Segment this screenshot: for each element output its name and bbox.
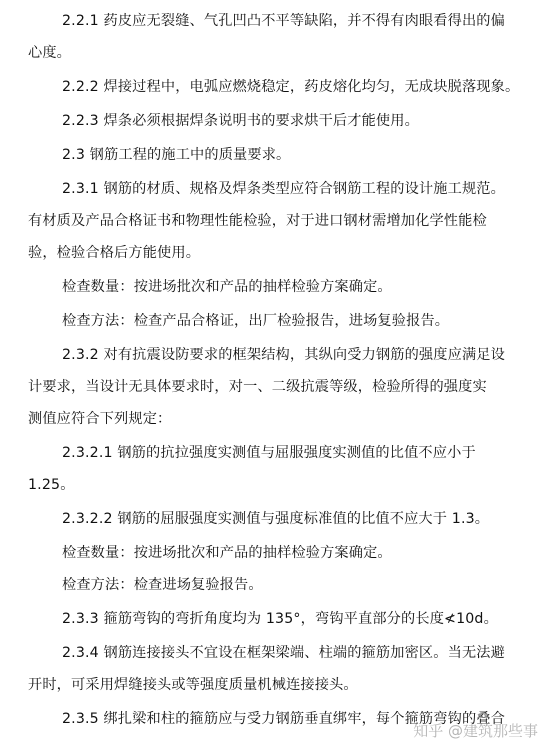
paragraph-line: 2.2.1 药皮应无裂缝、气孔凹凸不平等缺陷，并不得有肉眼看得出的偏 bbox=[62, 13, 505, 29]
paragraph-line: 2.3.1 钢筋的材质、规格及焊条类型应符合钢筋工程的设计施工规范。 bbox=[62, 181, 505, 197]
paragraph-line: 1.25。 bbox=[28, 477, 75, 493]
paragraph-line: 检查数量：按进场批次和产品的抽样检验方案确定。 bbox=[62, 545, 392, 561]
paragraph-line: 验，检验合格后方能使用。 bbox=[28, 245, 201, 261]
paragraph-line: 开时，可采用焊缝接头或等强度质量机械连接接头。 bbox=[28, 677, 358, 693]
paragraph-line: 2.3.2.2 钢筋的屈服强度实测值与强度标准值的比值不应大于 1.3。 bbox=[62, 511, 490, 527]
paragraph-line: 检查方法：检查进场复验报告。 bbox=[62, 577, 263, 593]
paragraph-line: 心度。 bbox=[28, 45, 72, 61]
paragraph-line: 2.3.3 箍筋弯钩的弯折角度均为 135°，弯钩平直部分的长度≮10d。 bbox=[62, 611, 498, 627]
paragraph-line: 2.3.5 绑扎梁和柱的箍筋应与受力钢筋垂直绑牢，每个箍筋弯钩的叠合 bbox=[62, 711, 505, 727]
paragraph-line: 2.3.2 对有抗震设防要求的框架结构，其纵向受力钢筋的强度应满足设 bbox=[62, 347, 505, 363]
paragraph-line: 2.3.2.1 钢筋的抗拉强度实测值与屈服强度实测值的比值不应小于 bbox=[62, 445, 476, 461]
watermark: 知乎 @建筑那些事 bbox=[413, 722, 538, 740]
paragraph-line: 2.2.2 焊接过程中，电弧应燃烧稳定，药皮熔化均匀，无成块脱落现象。 bbox=[62, 79, 520, 95]
paragraph-line: 检查方法：检查产品合格证，出厂检验报告，进场复验报告。 bbox=[62, 313, 450, 329]
section-heading: 2.3 钢筋工程的施工中的质量要求。 bbox=[62, 147, 291, 163]
paragraph-line: 2.3.4 钢筋连接接头不宜设在框架梁端、柱端的箍筋加密区。当无法避 bbox=[62, 645, 505, 661]
paragraph-line: 测值应符合下列规定： bbox=[28, 411, 172, 427]
paragraph-line: 检查数量：按进场批次和产品的抽样检验方案确定。 bbox=[62, 279, 392, 295]
paragraph-line: 有材质及产品合格证书和物理性能检验，对于进口钢材需增加化学性能检 bbox=[28, 213, 487, 229]
paragraph-line: 2.2.3 焊条必须根据焊条说明书的要求烘干后才能使用。 bbox=[62, 113, 419, 129]
paragraph-line: 计要求，当设计无具体要求时，对一、二级抗震等级，检验所得的强度实 bbox=[28, 379, 487, 395]
